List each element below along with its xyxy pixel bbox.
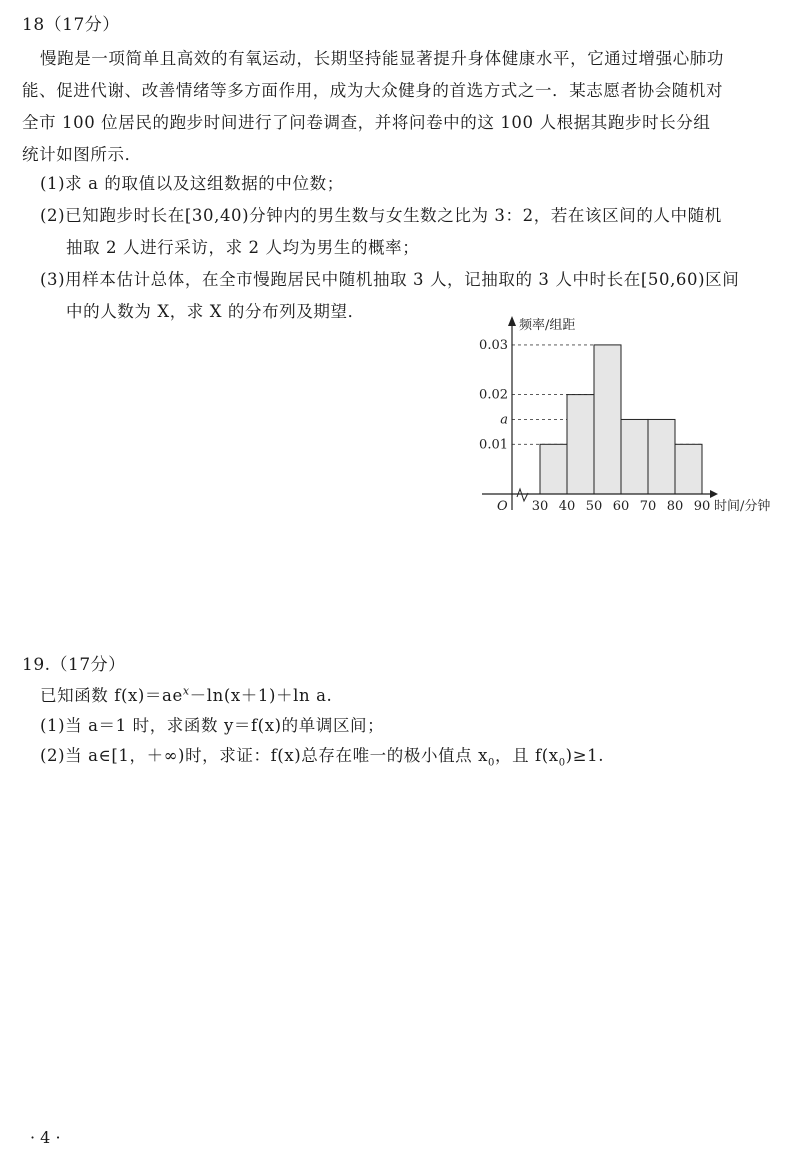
histogram-bar bbox=[648, 419, 675, 494]
q18-intro-line-4: 统计如图所示． bbox=[22, 145, 142, 164]
x-tick-label: 40 bbox=[558, 499, 576, 514]
y-tick-labels bbox=[479, 338, 508, 452]
q18-intro-line-3: 全市 100 位居民的跑步时间进行了问卷调查，并将问卷中的这 100 人根据其跑步时长分组 bbox=[22, 113, 711, 132]
q19-part-2 bbox=[40, 742, 604, 768]
q18-part-2-line-2: 抽取 2 人进行采访，求 2 人均为男生的概率； bbox=[66, 238, 420, 257]
q19-part-2-subscript-1: 0 bbox=[488, 757, 495, 769]
q19-stem-text: 已知函数 f(x)＝ae bbox=[40, 686, 183, 705]
y-axis-arrow bbox=[508, 316, 516, 326]
x-axis-label: 时间/分钟 bbox=[714, 499, 771, 514]
x-tick-label: 90 bbox=[693, 499, 711, 514]
x-tick-label: 60 bbox=[612, 499, 630, 514]
q18-part-1: (1)求 a 的取值以及这组数据的中位数； bbox=[40, 174, 344, 193]
q19-part-1: (1)当 a＝1 时，求函数 y＝f(x)的单调区间； bbox=[40, 716, 385, 735]
question-18-header: 18（17分） bbox=[22, 15, 120, 35]
x-tick-labels bbox=[532, 499, 711, 514]
y-tick-label: 0.02 bbox=[479, 387, 508, 403]
q18-intro-line-2: 能、促进代谢、改善情绪等多方面作用，成为大众健身的首选方式之一．某志愿者协会随机对 bbox=[22, 81, 724, 100]
q19-stem-tail: －ln(x＋1)＋ln a. bbox=[189, 686, 333, 705]
q18-part-3-line-1: (3)用样本估计总体，在全市慢跑居民中随机抽取 3 人，记抽取的 3 人中时长在[50,60)区间 bbox=[40, 270, 740, 289]
page-number: · 4 · bbox=[30, 1128, 61, 1147]
q19-part-2-text-c: )≥1. bbox=[565, 746, 605, 765]
q19-stem bbox=[40, 682, 332, 706]
q19-part-2-subscript-2: 0 bbox=[558, 757, 566, 769]
x-tick-label: 50 bbox=[585, 499, 603, 514]
x-axis-arrow bbox=[710, 490, 718, 498]
axis-break-mark bbox=[517, 489, 528, 501]
q18-part-2-line-1: (2)已知跑步时长在[30,40)分钟内的男生数与女生数之比为 3：2，若在该区间的人中随机 bbox=[40, 206, 722, 225]
q18-part-3-line-2: 中的人数为 X，求 X 的分布列及期望． bbox=[66, 302, 365, 321]
q18-intro-line-1: 慢跑是一项简单且高效的有氧运动，长期坚持能显著提升身体健康水平，它通过增强心肺功 bbox=[40, 49, 724, 68]
y-axis-label: 频率/组距 bbox=[519, 318, 576, 333]
q19-part-2-text-a: (2)当 a∈[1，＋∞)时，求证：f(x)总存在唯一的极小值点 x bbox=[40, 746, 489, 765]
x-tick-label: 30 bbox=[531, 499, 549, 514]
origin-label: O bbox=[497, 499, 508, 514]
y-tick-label: 0.03 bbox=[479, 337, 508, 353]
histogram-bar bbox=[540, 444, 567, 494]
question-19-header: 19.（17分） bbox=[22, 655, 126, 675]
y-tick-label: 0.01 bbox=[479, 437, 508, 453]
q19-stem-exponent: x bbox=[182, 684, 190, 698]
histogram-bar bbox=[567, 395, 594, 494]
y-tick-label: a bbox=[500, 412, 508, 428]
frequency-histogram bbox=[462, 310, 792, 525]
q19-part-2-text-b: ，且 f(x bbox=[495, 746, 559, 765]
x-tick-label: 70 bbox=[639, 499, 657, 514]
histogram-bars bbox=[540, 345, 702, 494]
histogram-bar bbox=[675, 444, 702, 494]
histogram-bar bbox=[621, 419, 648, 494]
x-tick-label: 80 bbox=[666, 499, 684, 514]
histogram-bar bbox=[594, 345, 621, 494]
